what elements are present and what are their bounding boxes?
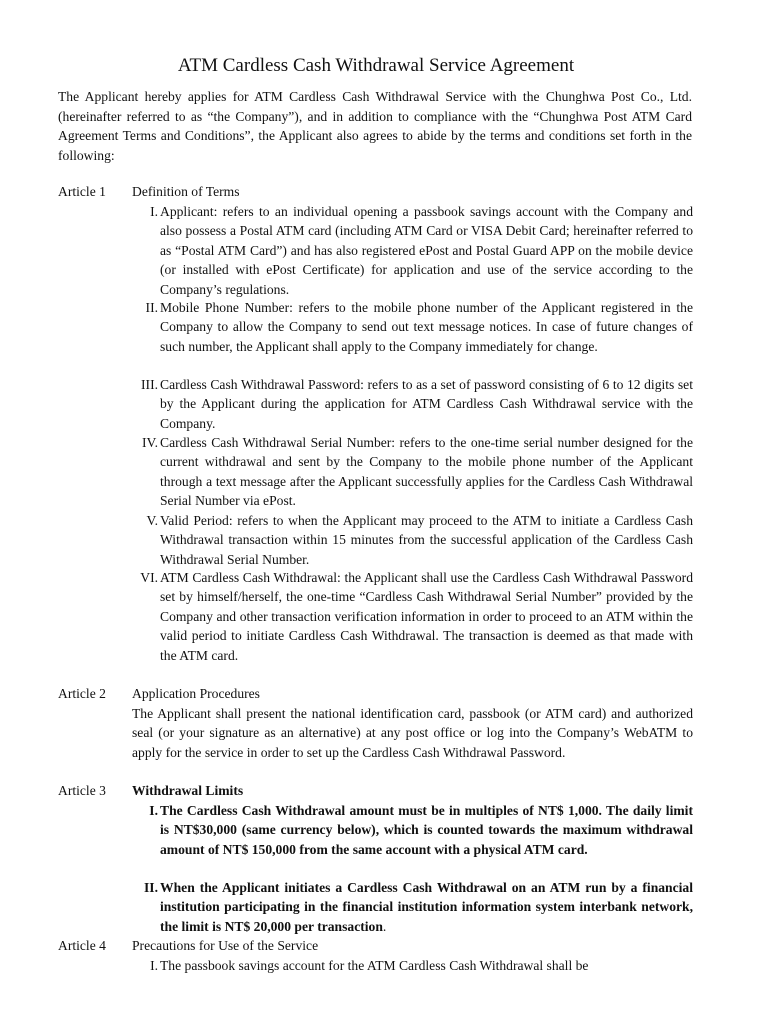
article-number: Article 1 xyxy=(58,184,106,199)
item-number: I. xyxy=(149,803,158,818)
item-text: Cardless Cash Withdrawal Password: refers to as a set of password consisting of 6 to 12 digits set by the Applicant during the application for ATM Cardless Cash Withdrawal service with the Company. xyxy=(160,377,693,431)
item-text: Mobile Phone Number: refers to the mobile phone number of the Applicant registered in the Company to allow the Company to send out text message notices. In case of future changes of such number, the Applicant shall apply to the Company immediately for change. xyxy=(160,300,693,354)
item-number: VI. xyxy=(140,570,158,585)
item-text: The passbook savings account for the ATM Cardless Cash Withdrawal shall be xyxy=(160,958,589,973)
article-4-item-1 xyxy=(124,956,693,975)
item-text-tail: . xyxy=(382,918,387,934)
article-number: Article 3 xyxy=(58,783,106,798)
item-number: I. xyxy=(150,958,158,973)
item-text: Cardless Cash Withdrawal Serial Number: refers to the one-time serial number designed for the current withdrawal and sent by the Company to the mobile phone number of the Applicant through a text message after the Applicant successfully applies for the Cardless Cash Withdrawal Serial Number via ePost. xyxy=(160,435,693,509)
item-text: Valid Period: refers to when the Applicant may proceed to the ATM to initiate a Cardless Cash Withdrawal transaction within 15 minutes from the successful application of the Cardless Cash Withdrawal Serial Number. xyxy=(160,513,693,567)
article-4-heading xyxy=(58,936,318,955)
article-1-item-3 xyxy=(124,375,693,433)
item-number: III. xyxy=(141,377,158,392)
article-title: Application Procedures xyxy=(132,686,260,701)
article-number: Article 2 xyxy=(58,686,106,701)
document-title: ATM Cardless Cash Withdrawal Service Agreement xyxy=(177,55,575,76)
article-1-item-5 xyxy=(124,511,693,569)
item-text: When the Applicant initiates a Cardless Cash Withdrawal on an ATM run by a financial institution participating in the financial institution information system interbank network, the limit is NT$ 20,000 per transaction xyxy=(160,880,693,934)
article-1-item-1 xyxy=(124,202,693,299)
article-1-item-2 xyxy=(124,298,693,356)
article-title: Precautions for Use of the Service xyxy=(132,938,319,953)
item-text: Applicant: refers to an individual opening a passbook savings account with the Company and also possess a Postal ATM card (including ATM Card or VISA Debit Card; hereinafter referred to as “Postal ATM Card”) and has also registered ePost and Postal Guard APP on the mobile device (or installed with ePost Certificate) for application and use of the service according to the Company’s regulations. xyxy=(160,204,693,297)
item-text: The Cardless Cash Withdrawal amount must be in multiples of NT$ 1,000. The daily limit is NT$30,000 (same currency below), which is counted towards the maximum withdrawal amount of NT$ 150,000 from the same account with a physical ATM card. xyxy=(160,803,693,857)
article-1-heading xyxy=(58,182,240,201)
article-3-item-2 xyxy=(124,878,693,936)
article-3-item-1 xyxy=(124,801,693,859)
article-2-heading xyxy=(58,684,260,703)
article-2-body: The Applicant shall present the national identification card, passbook (or ATM card) and authorized seal (or your signature as an alternative) at any post office or log into the Company’s WebATM to apply for the service in order to set up the Cardless Cash Withdrawal Password. xyxy=(132,706,693,760)
article-title: Withdrawal Limits xyxy=(132,783,244,798)
item-number: I. xyxy=(150,204,158,219)
article-1-item-6 xyxy=(124,568,693,665)
item-number: II. xyxy=(145,300,158,315)
intro-paragraph: The Applicant hereby applies for ATM Cardless Cash Withdrawal Service with the Chunghwa Post Co., Ltd. (hereinafter referred to as “the Company”), and in addition to compliance with the “Chunghwa Post ATM Card Agreement Terms and Conditions”, the Applicant also agrees to abide by the terms and conditions set forth in the following: xyxy=(58,89,692,163)
item-number: II. xyxy=(144,880,158,895)
item-number: V. xyxy=(146,513,158,528)
article-title: Definition of Terms xyxy=(132,184,240,199)
item-text: ATM Cardless Cash Withdrawal: the Applicant shall use the Cardless Cash Withdrawal Password set by himself/herself, the one-time “Cardless Cash Withdrawal Serial Number” provided by the Company and other transaction verification information in order to proceed to an ATM within the valid period to initiate Cardless Cash Withdrawal. The transaction is deemed as that made with the ATM card. xyxy=(160,570,693,663)
article-3-heading xyxy=(58,781,243,800)
article-number: Article 4 xyxy=(58,938,106,953)
article-1-item-4 xyxy=(124,433,693,511)
item-number: IV. xyxy=(142,435,158,450)
